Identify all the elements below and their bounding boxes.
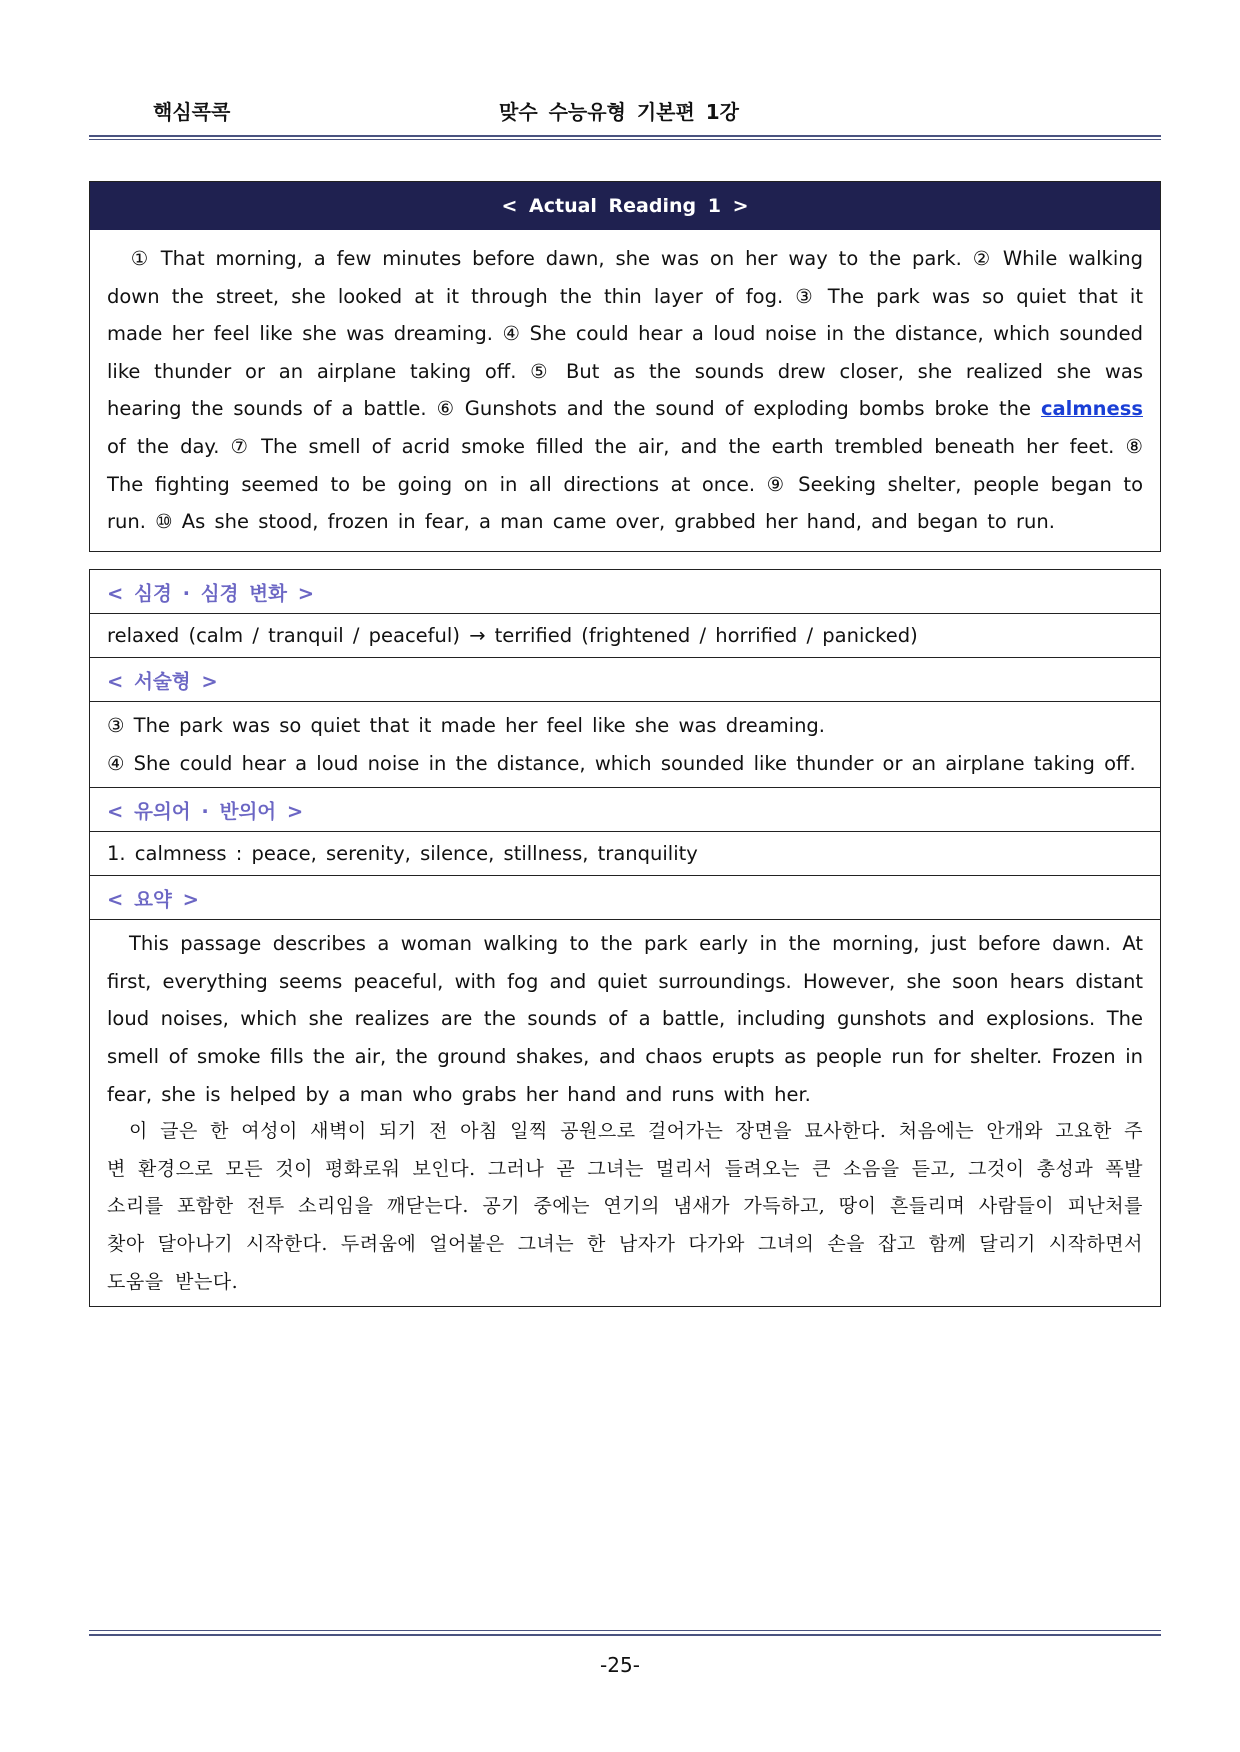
footer-rule xyxy=(89,1634,1161,1636)
passage-text-before: ① That morning, a few minutes before dawn, she was on her way to the park. ② While walking down the street, she looked at it through the thin layer of fog. ③ The park was so quiet that it made her feel like she was dreaming. ④ She could hear a loud noise in the distance, which sounded like thunder or an airplane taking off. ⑤ But as the sounds drew closer, she realized she was hearing the sounds of a battle. ⑥ Gunshots and the sound of exploding bombs broke the xyxy=(107,247,1143,421)
analysis-table xyxy=(89,569,1161,1307)
page-number: -25- xyxy=(600,1653,640,1677)
descriptive-heading: < 서술형 > xyxy=(90,658,1161,702)
summary-korean: 이 글은 한 여성이 새벽이 되기 전 아침 일찍 공원으로 걸어가는 장면을 묘사한다. 처음에는 안개와 고요한 주변 환경으로 모든 것이 평화로워 보인다. 그러나 곧 그녀는 멀리서 들려오는 큰 소음을 듣고, 그것이 총성과 폭발 소리를 포함한 전투 소리임을 깨닫는다. 공기 중에는 연기의 냄새가 가득하고, 땅이 흔들리며 사람들이 피난처를 찾아 달아나기 시작한다. 두려움에 얼어붙은 그녀는 한 남자가 다가와 그녀의 손을 잡고 함께 달리기 시작하면서 도움을 받는다. xyxy=(107,1120,1143,1293)
highlighted-word: calmness xyxy=(1040,397,1143,421)
descriptive-line: ④ She could hear a loud noise in the distance, which sounded like thunder or an airplane taking off. xyxy=(107,751,1136,775)
reading-passage-box xyxy=(89,181,1161,552)
synonyms-content: 1. calmness : peace, serenity, silence, stillness, tranquility xyxy=(90,832,1161,876)
header-rule xyxy=(89,135,1161,137)
header-title: 맞수 수능유형 기본편 1강 xyxy=(499,100,740,124)
emotion-heading: < 심경 · 심경 변화 > xyxy=(90,570,1161,614)
summary-english: This passage describes a woman walking to the park early in the morning, just before dawn. At first, everything seems peaceful, with fog and quiet surroundings. However, she soon hears distant loud noises, which she realizes are the sounds of a battle, including gunshots and explosions. The smell of smoke fills the air, the ground shakes, and chaos erupts as people run for shelter. Frozen in fear, she is helped by a man who grabs her hand and runs with her. xyxy=(107,932,1143,1106)
header-rule-thin xyxy=(89,139,1161,140)
header-left-label: 핵심콕콕 xyxy=(153,100,231,124)
page-header xyxy=(89,96,1161,126)
summary-heading: < 요약 > xyxy=(90,876,1161,920)
reading-title: < Actual Reading 1 > xyxy=(90,182,1160,230)
descriptive-content xyxy=(90,702,1161,788)
footer-rule-thin xyxy=(89,1630,1161,1631)
emotion-content: relaxed (calm / tranquil / peaceful) → terrified (frightened / horrified / panicked) xyxy=(90,614,1161,658)
summary-content xyxy=(90,920,1161,1307)
synonyms-heading: < 유의어 · 반의어 > xyxy=(90,788,1161,832)
descriptive-line: ③ The park was so quiet that it made her feel like she was dreaming. xyxy=(107,714,826,737)
passage-text-after: of the day. ⑦ The smell of acrid smoke filled the air, and the earth trembled beneath her feet. ⑧ The fighting seemed to be going on in all directions at once. ⑨ Seeking shelter, people began to run. ⑩ As she stood, frozen in fear, a man came over, grabbed her hand, and began to run. xyxy=(107,434,1143,534)
reading-passage xyxy=(90,230,1160,551)
